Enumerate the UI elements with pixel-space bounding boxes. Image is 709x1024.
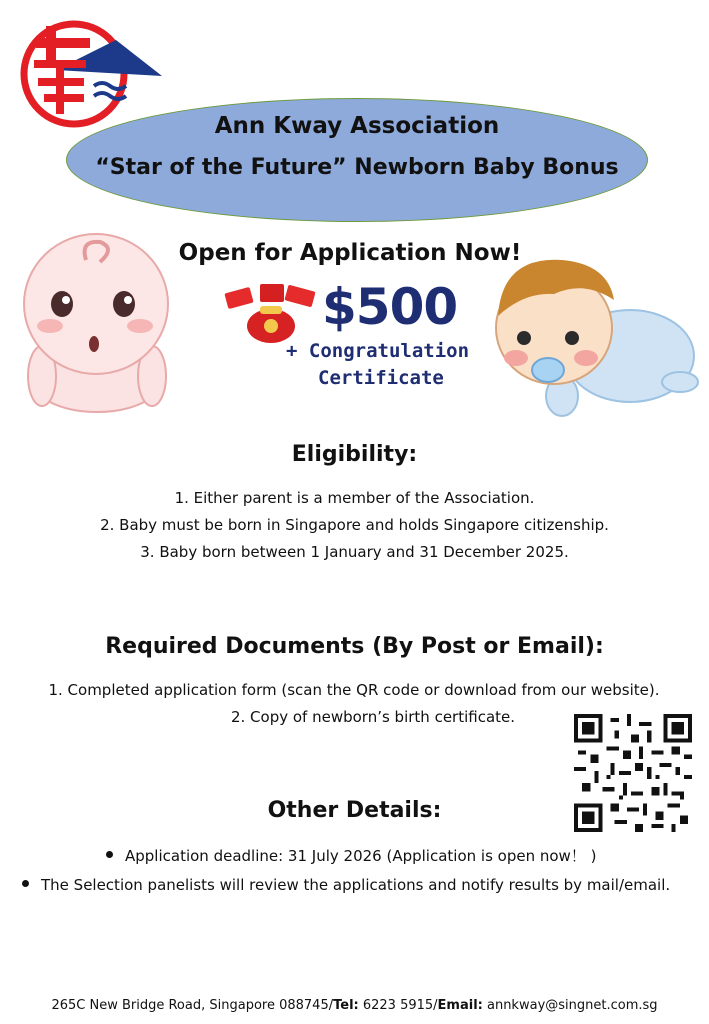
other-item-1 [106,845,596,866]
other-item-2 [22,876,670,894]
bullet-icon [106,851,113,858]
bullet-icon [22,880,29,887]
certificate-line-1: + Congratulation [286,340,470,362]
footer-email[interactable]: annkway@singnet.com.sg [482,998,658,1013]
selection-text: The Selection panelists will review the applications and notify results by mail/email. [41,876,671,894]
documents-heading: Required Documents (By Post or Email): [105,634,604,659]
red-packet-icon [222,282,320,344]
eligibility-item-3: 3. Baby born between 1 January and 31 December 2025. [140,543,569,561]
documents-item-2: 2. Copy of newborn’s birth certificate. [230,708,516,726]
bonus-amount: $500 [322,278,458,336]
association-name: Ann Kway Association [214,113,500,139]
footer-tel: 6223 5915/ [358,998,438,1013]
footer-tel-label: Tel: [333,998,359,1013]
program-title: “Star of the Future” Newborn Baby Bonus [95,155,619,180]
deadline-text: Application deadline: 31 July 2026 (Application is open now！ ) [125,847,597,865]
documents-item-1: 1. Completed application form (scan the QR code or download from our website). [48,681,660,699]
crawling-baby-boy-illustration [490,246,704,424]
open-application-heading: Open for Application Now! [178,240,522,266]
eligibility-heading: Eligibility: [291,442,418,467]
other-details-heading: Other Details: [267,798,442,823]
contact-footer [0,998,709,1013]
certificate-line-2: Certificate [318,367,444,389]
footer-email-label: Email: [437,998,483,1013]
eligibility-item-2: 2. Baby must be born in Singapore and holds Singapore citizenship. [100,516,609,534]
eligibility-item-1: 1. Either parent is a member of the Association. [174,489,535,507]
title-banner [66,98,648,222]
footer-address: 265C New Bridge Road, Singapore 088745/ [51,998,334,1013]
